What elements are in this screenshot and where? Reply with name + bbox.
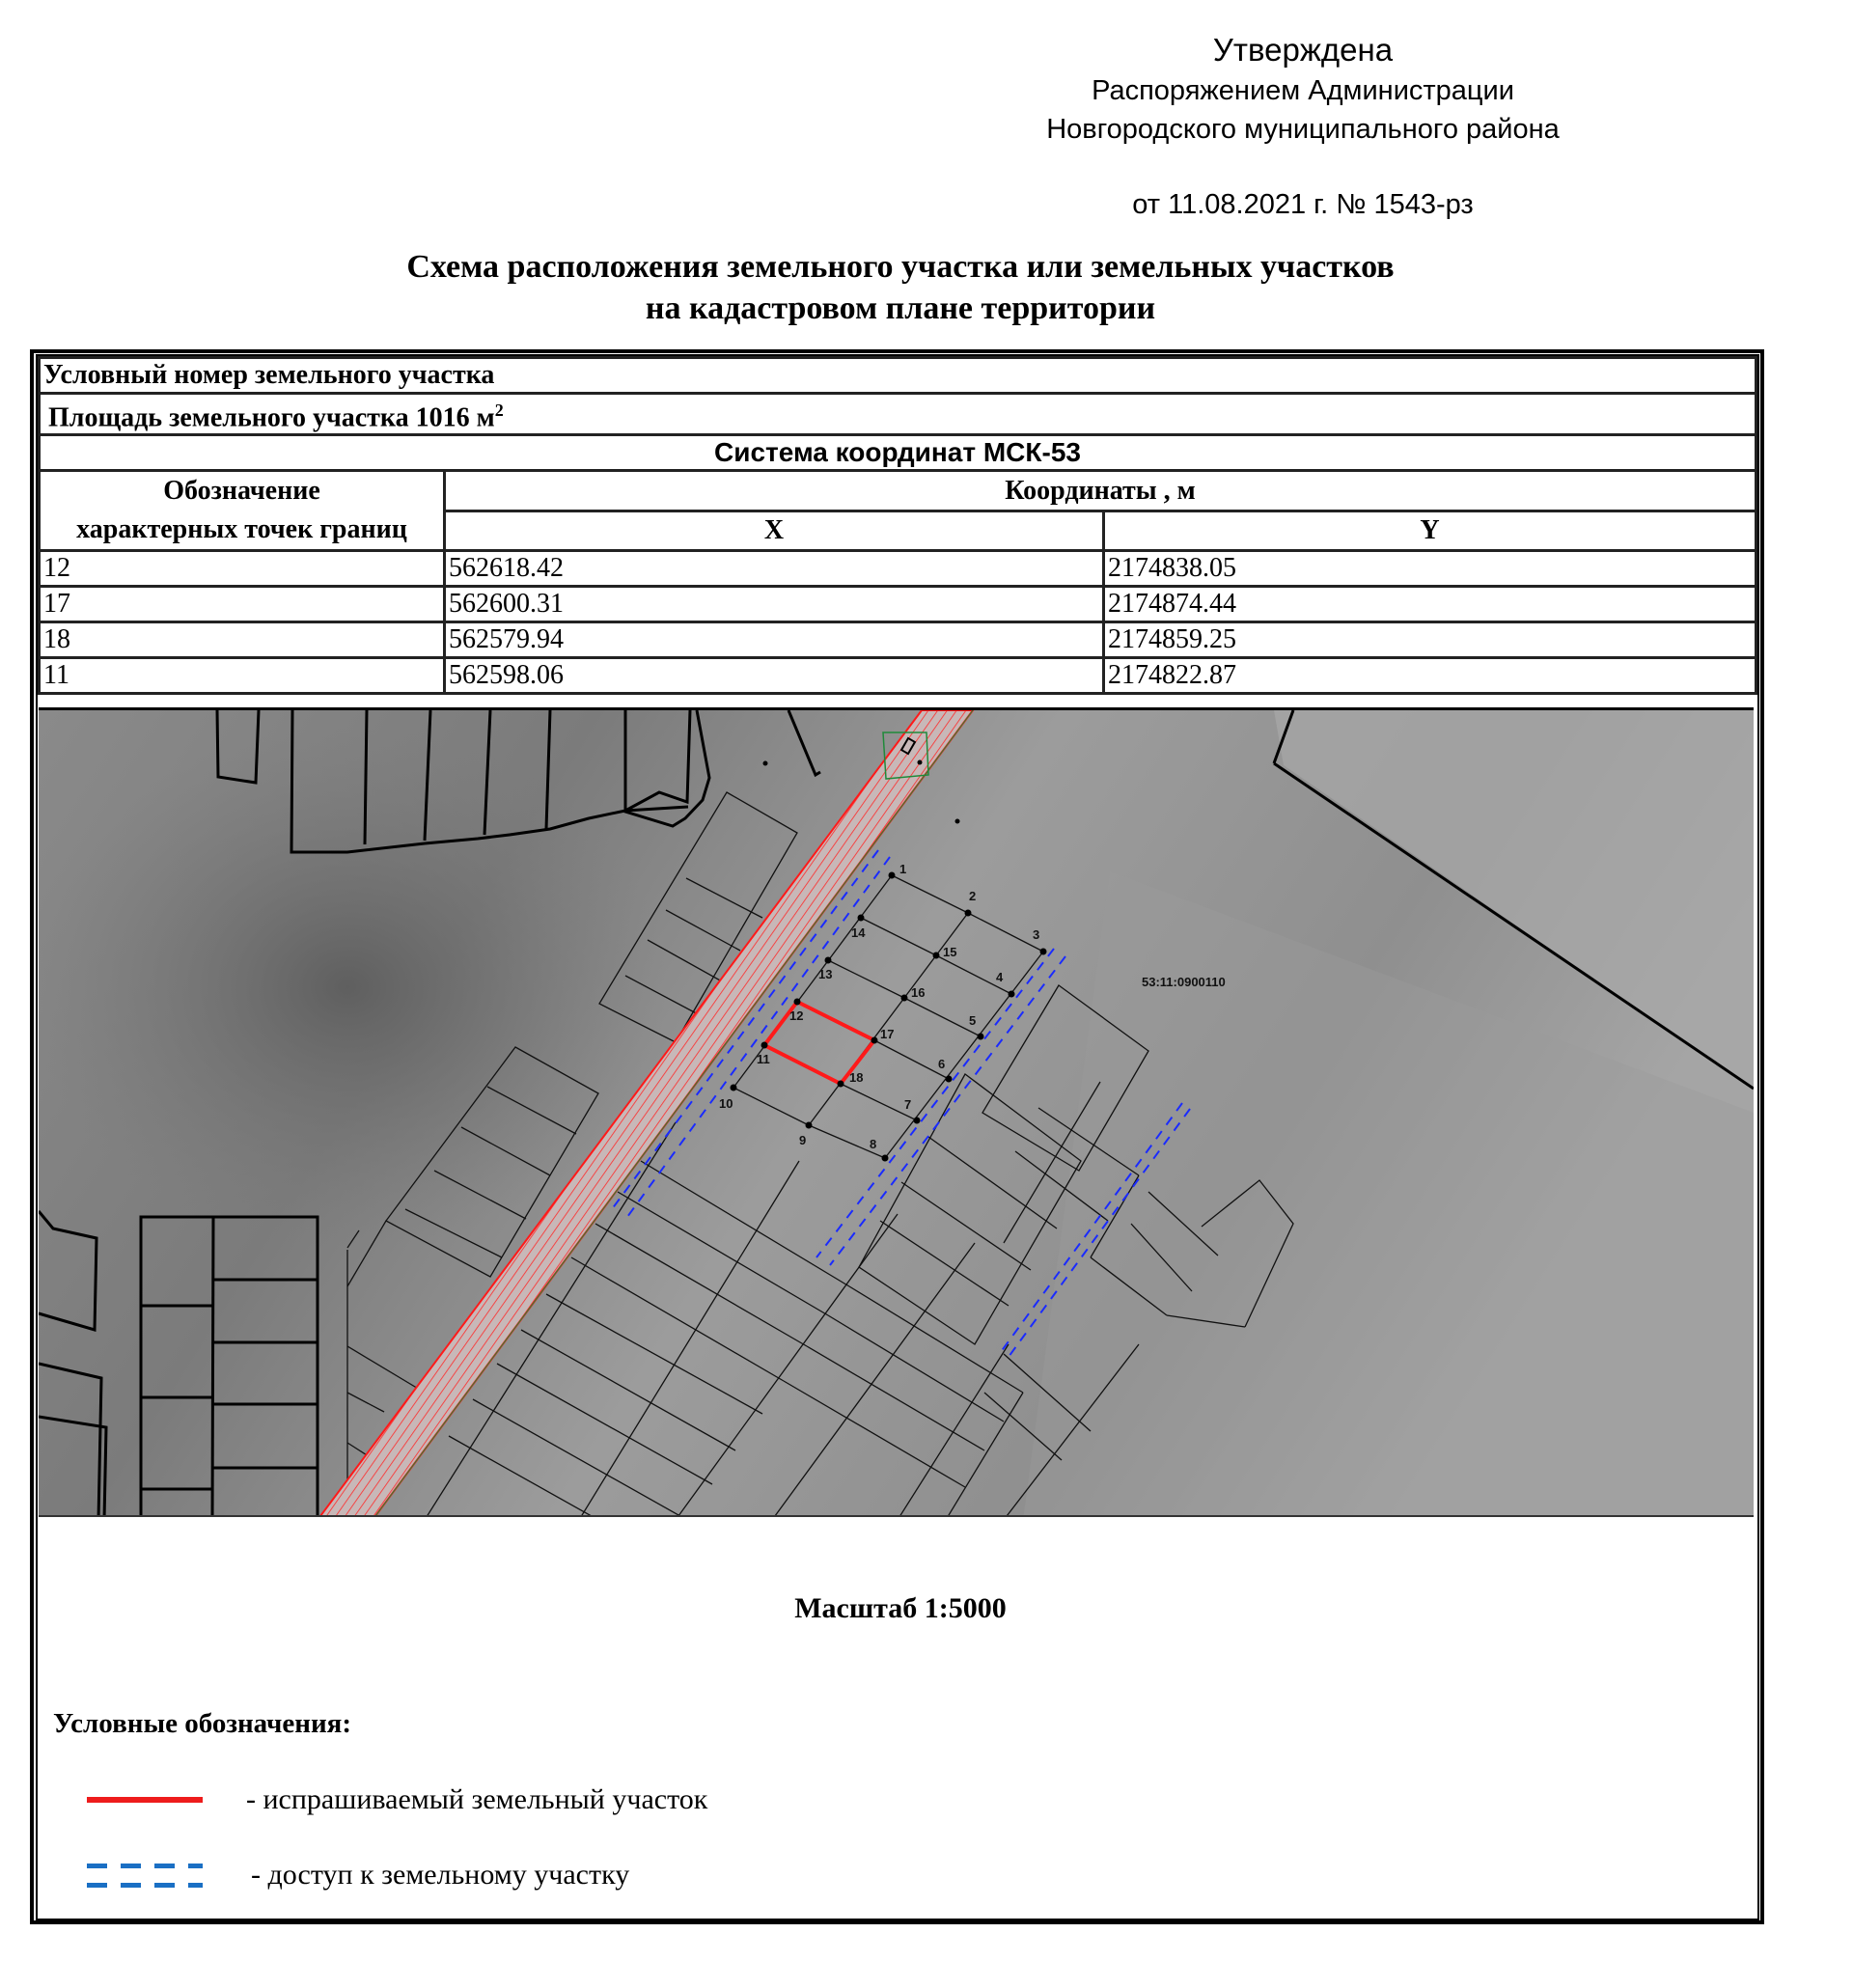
coord-system-label: Система координат МСК-53	[40, 435, 1756, 471]
point-label-2: 2	[969, 889, 977, 903]
point-cell: 18	[40, 622, 445, 658]
point-label-6: 6	[938, 1057, 946, 1071]
survey-dot	[763, 761, 768, 766]
document-title-line1: Схема расположения земельного участка или земельных участков	[406, 249, 1395, 285]
point-label-17: 17	[880, 1027, 895, 1041]
table-row	[40, 622, 1756, 658]
x-cell: 562598.06	[445, 658, 1104, 694]
point-header-line1: Обозначение	[163, 476, 320, 507]
point-cell: 12	[40, 551, 445, 587]
point-label-12: 12	[789, 1008, 804, 1023]
point-cell: 11	[40, 658, 445, 694]
legend-item-requested-plot	[87, 1781, 707, 1819]
blue-dashed-line-icon	[87, 1856, 203, 1894]
x-header: X	[445, 511, 1104, 551]
cadastral-map[interactable]	[39, 707, 1754, 1517]
coordinates-header: Координаты , м	[445, 471, 1756, 511]
forest-area	[39, 727, 666, 1248]
legend-title: Условные обозначения:	[53, 1708, 352, 1739]
conditional-number-row	[40, 358, 1756, 394]
point-header-line2: характерных точек границ	[76, 514, 407, 545]
survey-dot	[918, 760, 923, 765]
table-row	[40, 587, 1756, 622]
document-title	[0, 246, 1801, 329]
point-designation-header	[40, 471, 445, 551]
approval-district: Новгородского муниципального района	[1046, 114, 1560, 145]
point-label-5: 5	[969, 1013, 977, 1028]
area-label: Площадь земельного участка 1016 м	[48, 402, 495, 433]
point-label-10: 10	[719, 1096, 733, 1111]
red-line-icon	[87, 1781, 203, 1819]
approval-stamp	[965, 29, 1641, 224]
x-cell: 562600.31	[445, 587, 1104, 622]
point-label-7: 7	[904, 1097, 912, 1112]
legend-item-access	[87, 1856, 629, 1894]
area-unit-superscript: 2	[494, 400, 504, 420]
point-label-13: 13	[818, 967, 833, 981]
table-row	[40, 551, 1756, 587]
approval-date-number: от 11.08.2021 г. № 1543-рз	[1132, 189, 1474, 220]
y-header: Y	[1104, 511, 1756, 551]
y-cell: 2174859.25	[1104, 622, 1756, 658]
x-cell: 562618.42	[445, 551, 1104, 587]
map-canvas	[39, 710, 1754, 1517]
approval-authority: Распоряжением Администрации	[1092, 75, 1514, 106]
point-label-1: 1	[899, 862, 907, 876]
point-label-18: 18	[849, 1070, 864, 1085]
coordinates-table	[38, 356, 1757, 695]
point-label-11: 11	[757, 1052, 770, 1066]
conditional-number-label: Условный номер земельного участка	[40, 358, 1756, 394]
point-label-4: 4	[996, 970, 1004, 984]
legend-text: - доступ к земельному участку	[251, 1859, 630, 1891]
legend-text: - испрашиваемый земельный участок	[246, 1783, 708, 1815]
cadastral-quarter-label: 53:11:0900110	[1142, 975, 1226, 989]
point-label-3: 3	[1033, 927, 1040, 942]
coord-system-row	[40, 435, 1756, 471]
x-cell: 562579.94	[445, 622, 1104, 658]
point-label-9: 9	[799, 1133, 807, 1147]
area-cell	[40, 394, 1756, 435]
point-cell: 17	[40, 587, 445, 622]
point-label-8: 8	[870, 1137, 877, 1151]
table-row	[40, 658, 1756, 694]
header-row-1	[40, 471, 1756, 511]
y-cell: 2174822.87	[1104, 658, 1756, 694]
point-label-16: 16	[911, 985, 926, 1000]
approval-title: Утверждена	[1212, 32, 1394, 68]
area-row	[40, 394, 1756, 435]
map-scale: Масштаб 1:5000	[794, 1592, 1007, 1624]
y-cell: 2174874.44	[1104, 587, 1756, 622]
y-cell: 2174838.05	[1104, 551, 1756, 587]
point-label-15: 15	[943, 945, 957, 959]
point-label-14: 14	[851, 925, 866, 940]
document-title-line2: на кадастровом плане территории	[645, 290, 1156, 326]
survey-dot	[955, 819, 960, 824]
